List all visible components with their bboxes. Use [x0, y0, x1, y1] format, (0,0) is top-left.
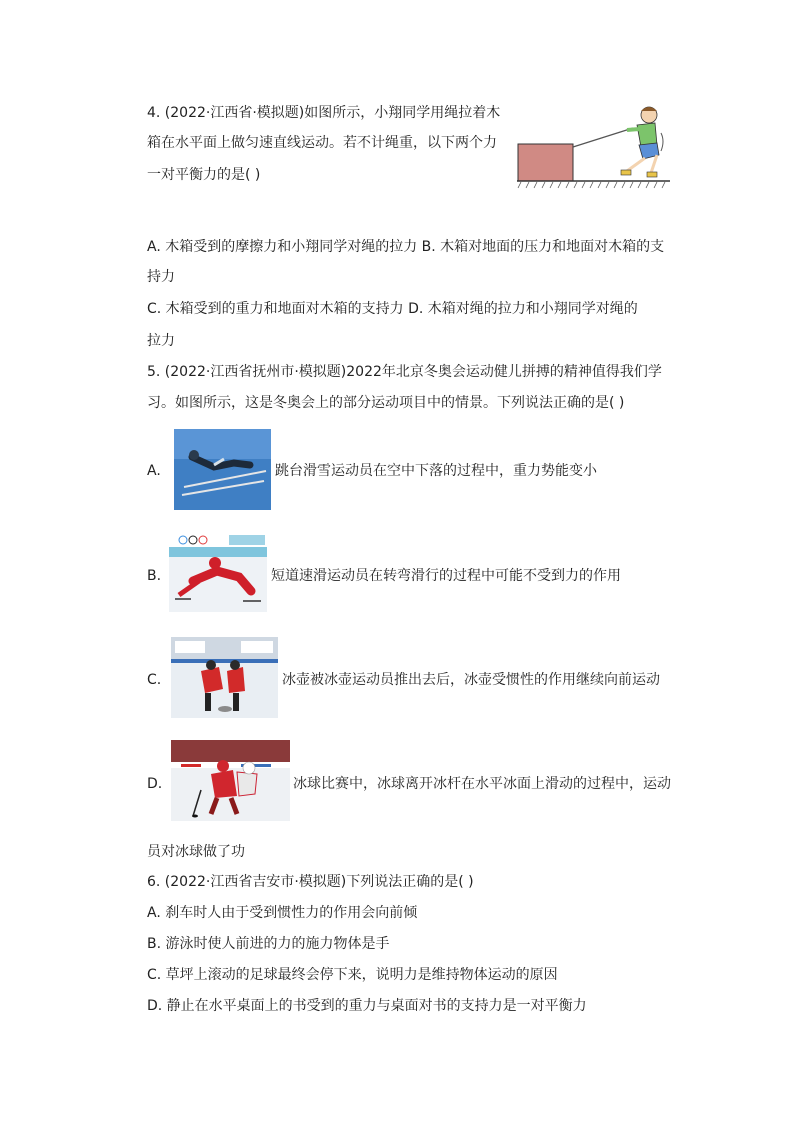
boy-pulling-box-figure [515, 103, 670, 191]
q5-option-d-cont: 员对冰球做了功 [147, 844, 245, 860]
q5-option-d-text: 冰球比赛中，冰球离开冰杆在水平冰面上滑动的过程中，运动 [293, 776, 671, 792]
q6-option-a: A. 刹车时人由于受到惯性力的作用会向前倾 [147, 905, 418, 921]
q4-option-ab: A. 木箱受到的摩擦力和小翔同学对绳的拉力 B. 木箱对地面的压力和地面对木箱的支 [147, 239, 665, 255]
q4-option-cd: C. 木箱受到的重力和地面对木箱的支持力 D. 木箱对绳的拉力和小翔同学对绳的 [147, 301, 638, 317]
q4-option-b-cont: 持力 [147, 269, 175, 285]
q5-option-d-label: D. [147, 776, 163, 792]
q5-option-b-text: 短道速滑运动员在转弯滑行的过程中可能不受到力的作用 [271, 568, 621, 584]
curling-photo [171, 637, 278, 718]
q6-line-1: 6. (2022·江西省吉安市·模拟题)下列说法正确的是( ) [147, 874, 474, 890]
q6-option-b: B. 游泳时使人前进的力的施力物体是手 [147, 936, 390, 952]
q5-option-b-label: B. [147, 568, 162, 584]
q5-option-a-text: 跳台滑雪运动员在空中下落的过程中，重力势能变小 [275, 463, 597, 479]
q5-line-1: 5. (2022·江西省抚州市·模拟题)2022年北京冬奥会运动健儿拼搏的精神值得我们学 [147, 364, 662, 380]
ice-hockey-photo [171, 740, 290, 821]
q4-line-2: 箱在水平面上做匀速直线运动。若不计绳重，以下两个力 [147, 135, 497, 151]
q5-option-c-label: C. [147, 672, 162, 688]
q4-line-3: 一对平衡力的是( ) [147, 167, 261, 183]
q4-line-1: 4. (2022·江西省·模拟题)如图所示，小翔同学用绳拉着木 [147, 105, 501, 121]
q6-option-c: C. 草坪上滚动的足球最终会停下来，说明力是维持物体运动的原因 [147, 967, 558, 983]
q5-line-2: 习。如图所示，这是冬奥会上的部分运动项目中的情景。下列说法正确的是( ) [147, 395, 625, 411]
q5-option-c-text: 冰壶被冰壶运动员推出去后，冰壶受惯性的作用继续向前运动 [282, 672, 660, 688]
speed-skater-photo [169, 533, 267, 612]
q4-option-d-cont: 拉力 [147, 333, 175, 349]
ski-jumper-photo [174, 429, 271, 510]
q5-option-a-label: A. [147, 463, 161, 479]
q6-option-d: D. 静止在水平桌面上的书受到的重力与桌面对书的支持力是一对平衡力 [147, 998, 587, 1014]
